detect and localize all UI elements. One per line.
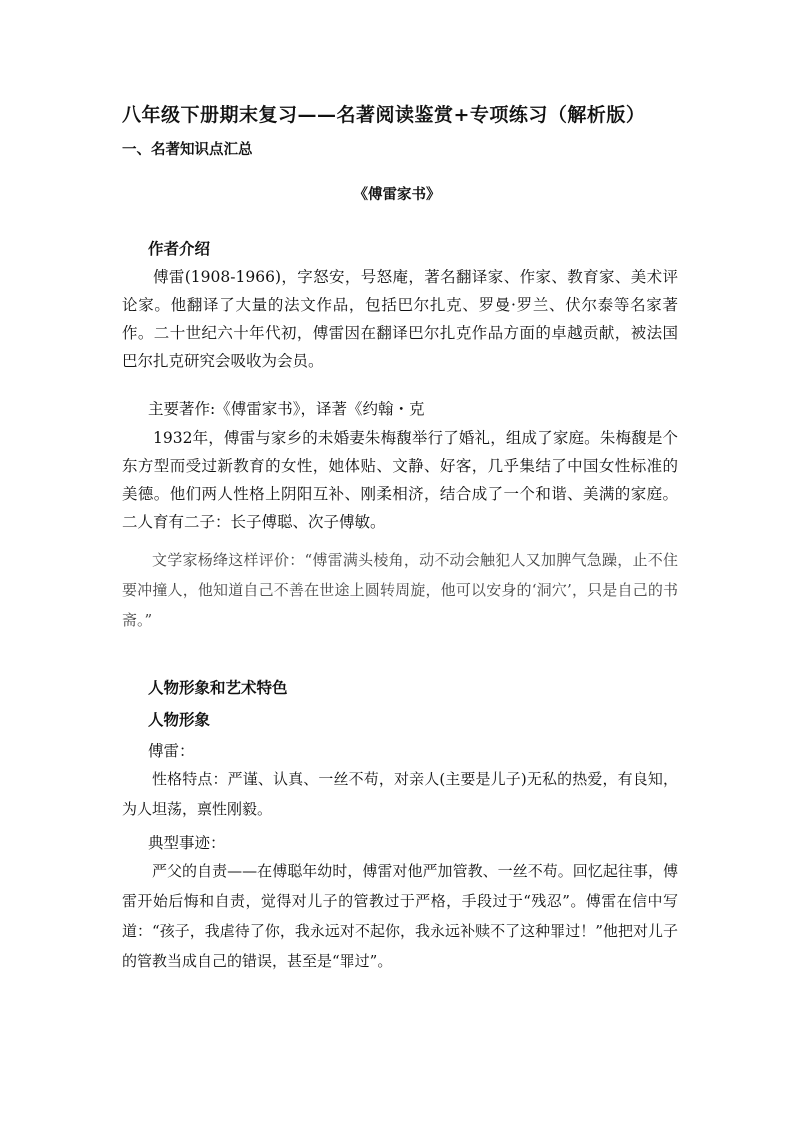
author-heading: 作者介绍: [148, 239, 211, 258]
character-heading: 人物形象: [148, 710, 211, 729]
deeds-label: 典型事迹：: [148, 834, 226, 852]
fulei-label: 傅雷：: [148, 742, 195, 760]
deeds-paragraph: 严父的自责——在傅聪年幼时，傅雷对他严加管教、一丝不苟。回忆起往事，傅雷开始后悔和自责，觉得对儿子的管教过于严格，手段过于“残忍”。傅雷在信中写道：“孩子，我虐待了你，我永远对不起你，我永远补赎不了这种罪过！”他把对儿子的管教当成自己的错误，甚至是“罪过”。: [122, 862, 678, 970]
evaluation-paragraph: 文学家杨绛这样评价：“傅雷满头棱角，动不动会触犯人又加脾气急躁，止不住要冲撞人，他知道自己不善在世途上圆转周旋，他可以安身的‘洞穴’，只是自己的书斋。”: [122, 551, 678, 629]
section-heading: 一、名著知识点汇总: [122, 141, 253, 158]
document-title: 八年级下册期末复习——名著阅读鉴赏+专项练习（解析版）: [122, 104, 646, 126]
family-paragraph: 1932年，傅雷与家乡的未婚妻朱梅馥举行了婚礼，组成了家庭。朱梅馥是个东方型而受过新教育的女性，她体贴、文静、好客，几乎集结了中国女性标准的美德。他们两人性格上阴阳互补、刚柔相济，结合成了一个和谐、美满的家庭。二人育有二子：长子傅聪、次子傅敏。: [122, 429, 678, 531]
traits-paragraph: 性格特点：严谨、认真、一丝不苟，对亲人(主要是儿子)无私的热爱，有良知，为人坦荡，禀性刚毅。: [122, 770, 678, 818]
author-intro-paragraph: 傅雷(1908-1966)，字怒安，号怒庵，著名翻译家、作家、教育家、美术评论家。他翻译了大量的法文作品，包括巴尔扎克、罗曼·罗兰、伏尔泰等名家著作。二十世纪六十年代初，傅雷因在翻译巴尔扎克作品方面的卓越贡献，被法国巴尔扎克研究会吸收为会员。: [122, 268, 678, 370]
character-art-heading: 人物形象和艺术特色: [148, 678, 288, 697]
main-works-line: 主要著作:《傅雷家书》，译著《约翰・克: [148, 400, 425, 418]
book-title: 《傅雷家书》: [353, 186, 441, 203]
